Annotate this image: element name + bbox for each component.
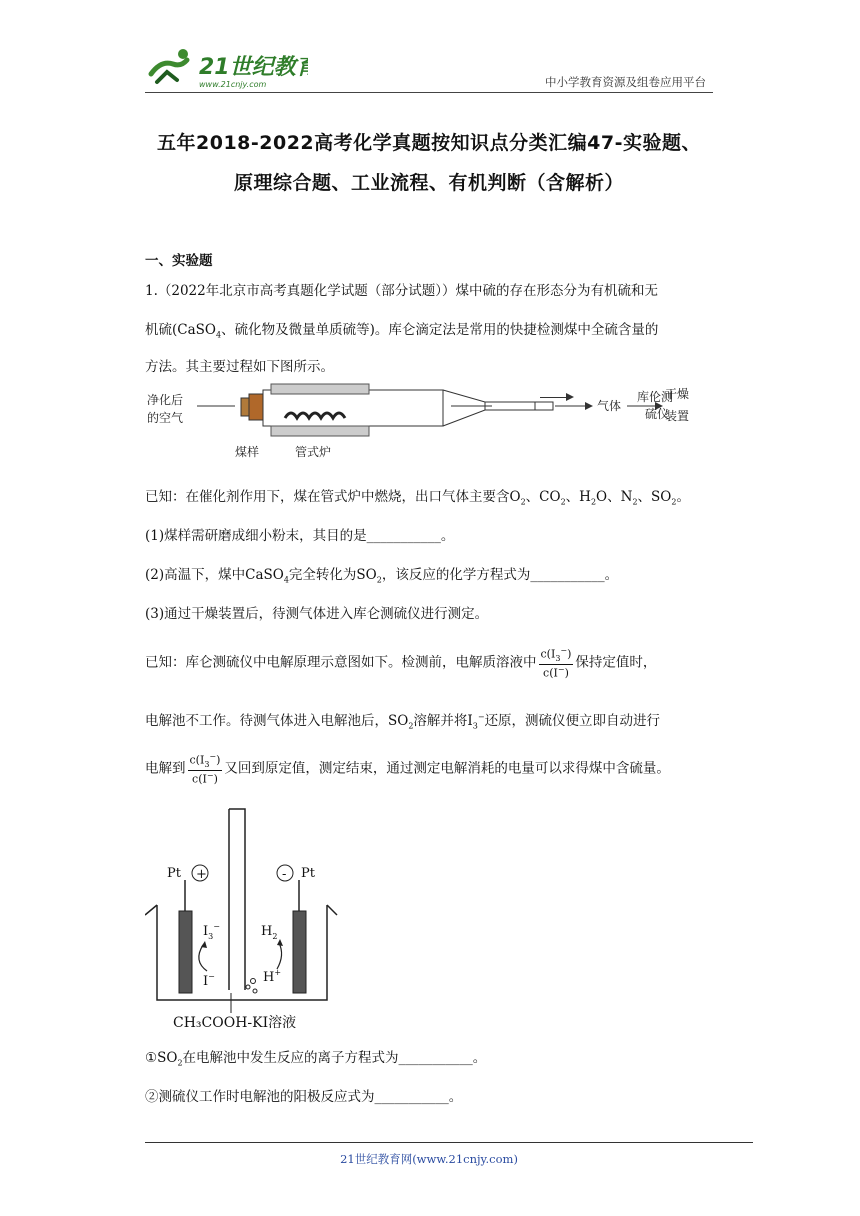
known-line-4: 电解到 $\frac{c(I_3^-)}{c(I^-)}$ 又回到原定值，测定结束，通过测定电解消耗的电量可以求得煤中含硫量。	[145, 752, 670, 786]
question-2: (2)高温下，煤中CaSO$_4$完全转化为$SO_2$，该反应的化学方程式为___________。	[145, 567, 619, 585]
title-line-1: 五年2018-2022高考化学真题按知识点分类汇编47-实验题、	[157, 132, 701, 154]
section-heading: 一、实验题	[145, 253, 213, 269]
svg-text:干燥: 干燥	[665, 387, 690, 401]
svg-text:I3−: $I_3^-$	[203, 922, 220, 941]
logo-url: www.21cnjy.com	[199, 80, 267, 89]
known-line-2: 已知：库仑测硫仪中电解原理示意图如下。检测前，电解质溶液中 $\frac{c(I_3^-)}{c(I^-)}$ 保持定值时，	[145, 646, 657, 680]
footer-divider	[145, 1142, 753, 1143]
known-line-1: 已知：在催化剂作用下，煤在管式炉中燃烧，出口气体主要含$O_2$、$CO_2$、$H_2O$、$N_2$、$SO_2$。	[145, 489, 690, 507]
question-1: (1)煤样需研磨成细小粉末，其目的是___________。	[145, 528, 455, 544]
logo-text: 21世纪教育	[199, 55, 308, 80]
title-line-2: 原理综合题、工业流程、有机判断（含解析）	[233, 172, 624, 194]
known-line-3: 电解池不工作。待测气体进入电解池后，$SO_2$溶解并将$I_3^-$还原，测硫仪便立即自动进行	[145, 712, 661, 731]
header-divider	[145, 92, 713, 93]
svg-text:+: +	[196, 867, 207, 882]
svg-text:煤样: 煤样	[235, 445, 260, 459]
platform-label: 中小学教育资源及组卷应用平台	[545, 75, 706, 89]
electrolysis-diagram	[145, 805, 345, 1035]
svg-text:Pt: Pt	[167, 866, 181, 881]
svg-text:Pt: Pt	[301, 866, 315, 881]
question-intro-line-2: 机硫(CaSO$_4$、硫化物及微量单质硫等)。库仑滴定法是常用的快捷检测煤中全硫含量的	[145, 322, 659, 340]
svg-text:I−: I−	[203, 972, 215, 989]
svg-text:装置: 装置	[665, 409, 690, 423]
sub-question-2: ②测硫仪工作时电解池的阳极反应式为___________。	[145, 1089, 463, 1105]
svg-text:气体: 气体	[597, 399, 622, 413]
logo	[143, 44, 308, 92]
svg-text:的空气: 的空气	[147, 411, 184, 425]
svg-text:H2: $H_2$	[261, 924, 278, 941]
question-intro-line-3: 方法。其主要过程如下图所示。	[145, 359, 334, 375]
apparatus-diagram	[145, 380, 705, 462]
sub-question-1: $①SO_2$在电解池中发生反应的离子方程式为___________。	[145, 1050, 487, 1068]
svg-text:CH₃COOH-KI溶液: CH₃COOH-KI溶液	[173, 1015, 297, 1031]
question-3: (3)通过干燥装置后，待测气体进入库仑测硫仪进行测定。	[145, 606, 489, 622]
svg-text:H+: H+	[263, 968, 282, 985]
svg-text:管式炉: 管式炉	[295, 445, 332, 459]
svg-text:-: -	[282, 867, 287, 882]
footer-link[interactable]: 21世纪教育网(www.21cnjy.com)	[340, 1152, 518, 1166]
question-intro-line-1: 1.（2022年北京市高考真题化学试题（部分试题））煤中硫的存在形态分为有机硫和无	[145, 283, 658, 299]
svg-text:净化后: 净化后	[147, 393, 184, 407]
runner-logo-icon	[143, 44, 308, 92]
